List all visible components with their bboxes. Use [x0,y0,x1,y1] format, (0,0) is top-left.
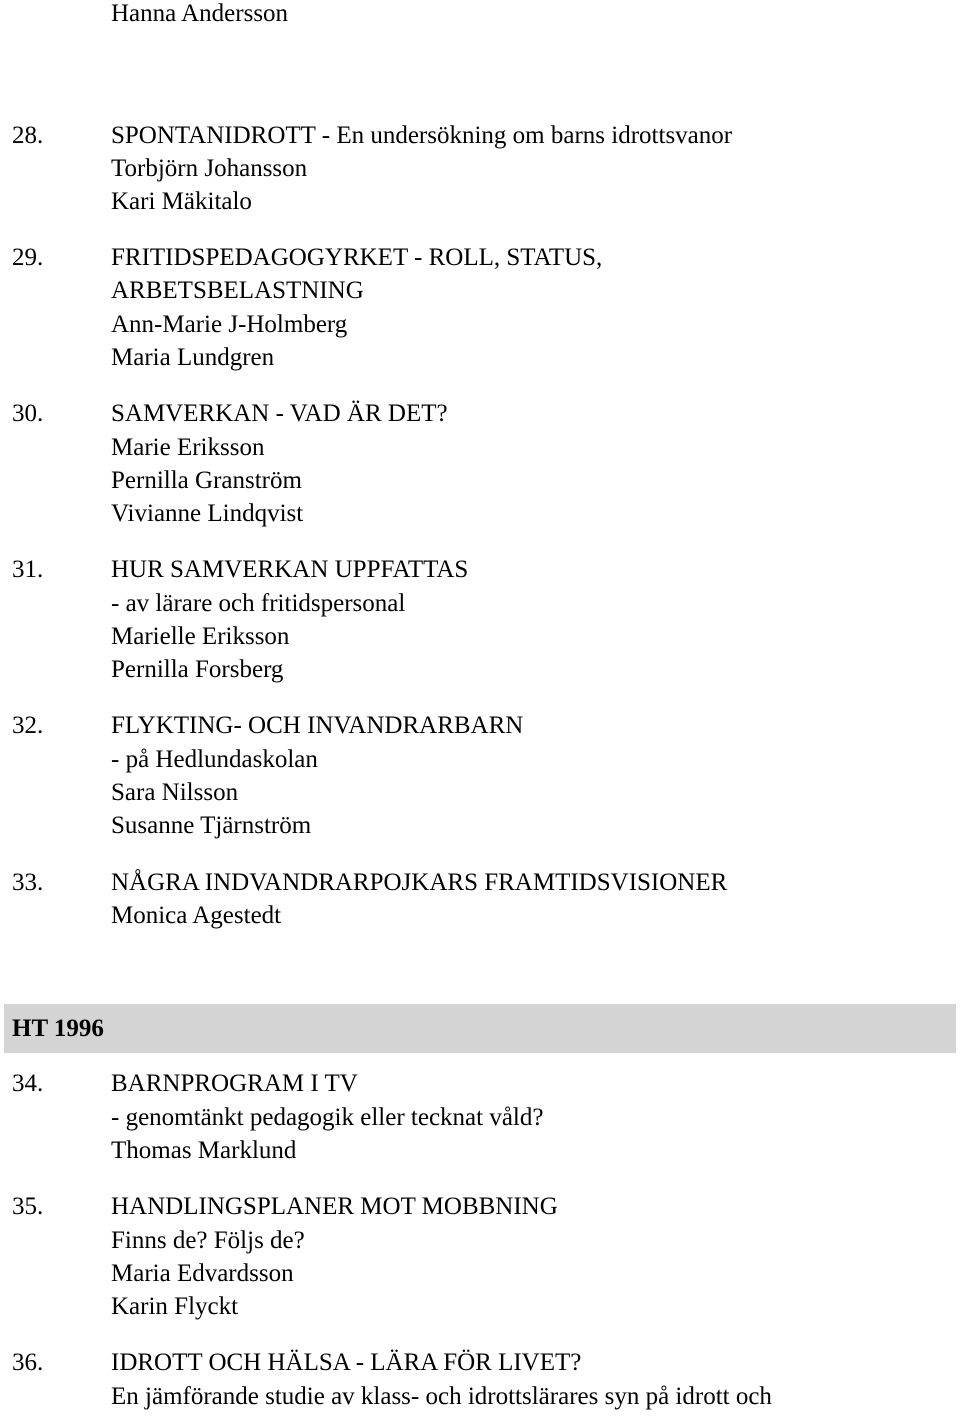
entry-subtitle: - på Hedlundaskolan [111,746,318,773]
author-line: Hanna Andersson [111,0,289,27]
author-line: Thomas Marklund [111,1137,297,1164]
entry-subtitle: - genomtänkt pedagogik eller tecknat våld? [111,1104,544,1131]
author-line: Marielle Eriksson [111,623,290,650]
author-line: Maria Edvardsson [111,1260,294,1287]
entry-subtitle: - av lärare och fritidspersonal [111,590,406,617]
entry-number: 29. [12,244,44,271]
entry-number: 30. [12,400,44,427]
entry-number: 35. [12,1193,44,1220]
entry-title: IDROTT OCH HÄLSA - LÄRA FÖR LIVET? [111,1349,582,1376]
entry-title: FLYKTING- OCH INVANDRARBARN [111,712,524,739]
entry-title: FRITIDSPEDAGOGYRKET - ROLL, STATUS, [111,244,603,271]
entry-title: SAMVERKAN - VAD ÄR DET? [111,400,448,427]
entry-number: 34. [12,1070,44,1097]
entry-number: 33. [12,869,44,896]
entry-title: SPONTANIDROTT - En undersökning om barns idrottsvanor [111,122,733,149]
entry-subtitle: En jämförande studie av klass- och idrottslärares syn på idrott och [111,1383,772,1410]
entry-title: HANDLINGSPLANER MOT MOBBNING [111,1193,558,1220]
entry-title: BARNPROGRAM I TV [111,1070,358,1097]
section-heading: HT 1996 [12,1015,104,1042]
author-line: Vivianne Lindqvist [111,500,304,527]
author-line: Monica Agestedt [111,902,282,929]
author-line: Kari Mäkitalo [111,188,252,215]
entry-title: NÅGRA INDVANDRARPOJKARS FRAMTIDSVISIONER [111,869,728,896]
entry-subtitle: Finns de? Följs de? [111,1227,305,1254]
author-line: Marie Eriksson [111,434,265,461]
entry-number: 31. [12,556,44,583]
entry-title-continuation: ARBETSBELASTNING [111,277,364,304]
author-line: Sara Nilsson [111,779,239,806]
section-band [4,1004,956,1053]
entry-number: 28. [12,122,44,149]
author-line: Pernilla Forsberg [111,656,284,683]
entry-number: 36. [12,1349,44,1376]
author-line: Ann-Marie J-Holmberg [111,311,348,338]
author-line: Susanne Tjärnström [111,812,312,839]
author-line: Torbjörn Johansson [111,155,308,182]
entry-title: HUR SAMVERKAN UPPFATTAS [111,556,469,583]
author-line: Maria Lundgren [111,344,275,371]
author-line: Karin Flyckt [111,1293,239,1320]
author-line: Pernilla Granström [111,467,302,494]
entry-number: 32. [12,712,44,739]
